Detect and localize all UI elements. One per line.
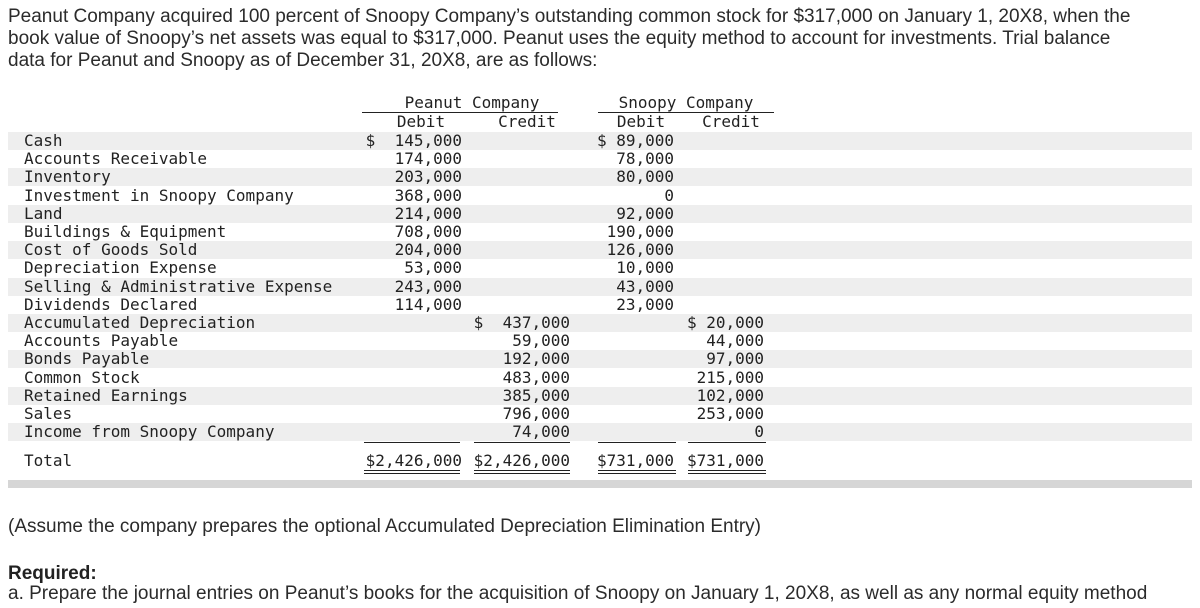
- snoopy-debit-value: 92,000: [616, 203, 674, 223]
- account-name: Cash: [24, 131, 63, 150]
- snoopy-debit-total-rule: [598, 442, 676, 443]
- intro-line-1: Peanut Company acquired 100 percent of Snoopy Company’s outstanding common stock for $317,000 on January 1, 20X8, when the: [8, 6, 1131, 27]
- peanut-debit-double-rule-2: [364, 473, 460, 474]
- snoopy-debit-value: 190,000: [606, 222, 674, 241]
- peanut-debit-total-rule: [364, 442, 460, 443]
- snoopy-credit-value: 253,000: [696, 404, 764, 423]
- snoopy-debit-value: 23,000: [616, 294, 674, 314]
- peanut-credit-double-rule-1: [474, 470, 570, 471]
- snoopy-credit-value: 102,000: [696, 385, 764, 405]
- snoopy-credit-total: $731,000: [686, 451, 764, 470]
- snoopy-credit-value: 97,000: [706, 349, 764, 369]
- peanut-credit-value: 796,000: [502, 404, 570, 423]
- account-name: Inventory: [24, 167, 111, 187]
- snoopy-credit-double-rule-1: [688, 470, 766, 471]
- table-bottom-band: [8, 480, 1192, 488]
- account-name: Dividends Declared: [24, 294, 198, 314]
- peanut-credit-value: $ 437,000: [473, 313, 570, 332]
- peanut-debit-header: Debit: [396, 112, 446, 131]
- snoopy-company-header: Snoopy Company: [618, 93, 754, 112]
- peanut-credit-total: $2,426,000: [473, 451, 570, 470]
- account-name: Cost of Goods Sold: [24, 240, 198, 260]
- trial-balance-table: [8, 94, 1192, 488]
- account-name: Investment in Snoopy Company: [24, 185, 294, 205]
- snoopy-debit-value: 43,000: [616, 276, 674, 296]
- account-name: Accumulated Depreciation: [24, 313, 256, 332]
- snoopy-credit-value: 44,000: [706, 331, 764, 351]
- account-name: Common Stock: [24, 367, 140, 387]
- account-name: Sales: [24, 404, 73, 423]
- peanut-debit-value: $ 145,000: [365, 131, 462, 150]
- peanut-credit-double-rule-2: [474, 473, 570, 474]
- account-name: Depreciation Expense: [24, 258, 217, 278]
- peanut-debit-value: 708,000: [394, 222, 462, 241]
- required-part-a: a. Prepare the journal entries on Peanut’s books for the acquisition of Snoopy on January 1, 20X8, as well as any normal equity method: [8, 583, 1148, 604]
- snoopy-debit-double-rule-2: [598, 473, 676, 474]
- snoopy-debit-total: $731,000: [596, 451, 674, 470]
- account-name: Income from Snoopy Company: [24, 422, 275, 442]
- peanut-credit-value: 74,000: [512, 422, 570, 442]
- peanut-credit-total-rule: [474, 442, 570, 443]
- peanut-debit-value: 174,000: [394, 149, 462, 169]
- account-name: Buildings & Equipment: [24, 222, 227, 241]
- peanut-debit-value: 114,000: [394, 294, 462, 314]
- account-name: Selling & Administrative Expense: [24, 276, 333, 296]
- snoopy-credit-total-rule: [688, 442, 766, 443]
- account-name: Retained Earnings: [24, 385, 188, 405]
- peanut-credit-value: 385,000: [502, 385, 570, 405]
- snoopy-credit-header: Credit: [702, 112, 760, 131]
- peanut-debit-value: 53,000: [404, 258, 462, 278]
- intro-line-3: data for Peanut and Snoopy as of December 31, 20X8, are as follows:: [8, 50, 598, 71]
- snoopy-debit-value: 80,000: [616, 167, 674, 187]
- account-name: Accounts Payable: [24, 331, 179, 351]
- required-heading: Required:: [8, 563, 97, 584]
- snoopy-debit-double-rule-1: [598, 470, 676, 471]
- snoopy-debit-header: Debit: [616, 112, 666, 131]
- peanut-credit-value: 192,000: [502, 349, 570, 369]
- peanut-debit-value: 204,000: [394, 240, 462, 260]
- peanut-debit-total: $2,426,000: [365, 451, 462, 470]
- peanut-debit-value: 214,000: [394, 203, 462, 223]
- account-name: Land: [24, 203, 63, 223]
- peanut-debit-value: 203,000: [394, 167, 462, 187]
- snoopy-credit-value: 215,000: [696, 367, 764, 387]
- account-name: Accounts Receivable: [24, 149, 208, 169]
- snoopy-credit-value: $ 20,000: [686, 313, 764, 332]
- account-name: Bonds Payable: [24, 349, 150, 369]
- intro-line-2: book value of Snoopy’s net assets was equal to $317,000. Peanut uses the equity method to account for investments. Trial balance: [8, 28, 1111, 49]
- peanut-debit-value: 368,000: [394, 185, 462, 205]
- peanut-debit-value: 243,000: [394, 276, 462, 296]
- problem-intro: [8, 6, 1188, 72]
- snoopy-debit-value: $ 89,000: [596, 131, 674, 150]
- peanut-credit-value: 483,000: [502, 367, 570, 387]
- snoopy-debit-value: 126,000: [606, 240, 674, 260]
- peanut-company-header: Peanut Company: [404, 93, 540, 112]
- snoopy-debit-value: 78,000: [616, 149, 674, 169]
- snoopy-credit-double-rule-2: [688, 473, 766, 474]
- peanut-credit-value: 59,000: [512, 331, 570, 351]
- snoopy-credit-value: 0: [754, 422, 764, 442]
- peanut-credit-header: Credit: [498, 112, 556, 131]
- snoopy-debit-value: 10,000: [616, 258, 674, 278]
- peanut-debit-double-rule-1: [364, 470, 460, 471]
- total-label: Total: [24, 451, 73, 470]
- snoopy-debit-value: 0: [664, 185, 674, 205]
- assumption-note: (Assume the company prepares the optional Accumulated Depreciation Elimination Entry): [8, 516, 761, 537]
